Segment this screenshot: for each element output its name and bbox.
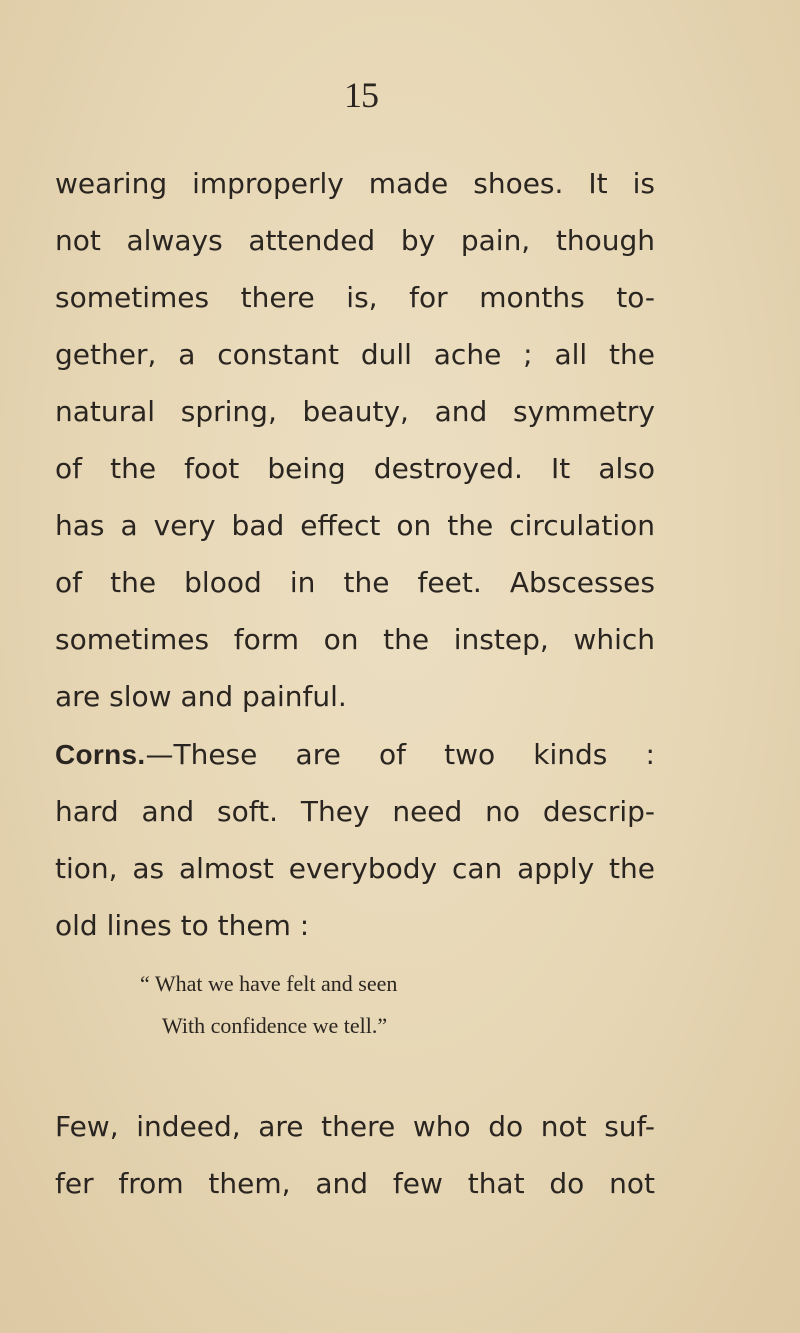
text-line: hard and soft. They need no descrip-: [55, 795, 655, 828]
text-line: tion, as almost everybody can apply the: [55, 852, 655, 885]
page-number: 15: [344, 75, 378, 115]
text-line: wearing improperly made shoes. It is: [55, 167, 655, 200]
text-line: gether, a constant dull ache ; all the: [55, 338, 655, 371]
text-line: of the foot being destroyed. It also: [55, 452, 655, 485]
text-line: of the blood in the feet. Abscesses: [55, 566, 655, 599]
text-line: sometimes form on the instep, which: [55, 623, 655, 656]
quote-line: “ What we have felt and seen: [140, 971, 398, 996]
text-line: natural spring, beauty, and symmetry: [55, 395, 655, 428]
heading-line-rest: —These are of two kinds :: [145, 738, 655, 771]
text-line: not always attended by pain, though: [55, 224, 655, 257]
text-line: [55, 726, 655, 783]
text-line: fer from them, and few that do not: [55, 1167, 655, 1200]
section-heading-corns: Corns.: [55, 739, 146, 770]
paragraph-2: [55, 726, 655, 954]
text-line: old lines to them :: [55, 909, 310, 942]
paragraph-1: [55, 155, 655, 725]
text-line: are slow and painful.: [55, 680, 347, 713]
text-line: sometimes there is, for months to-: [55, 281, 655, 314]
text-line: Few, indeed, are there who do not suf-: [55, 1110, 655, 1143]
verse-quote: [140, 963, 397, 1047]
text-line: has a very bad effect on the circulation: [55, 509, 655, 542]
paragraph-3: [55, 1098, 655, 1212]
quote-line: With confidence we tell.”: [162, 1013, 388, 1038]
